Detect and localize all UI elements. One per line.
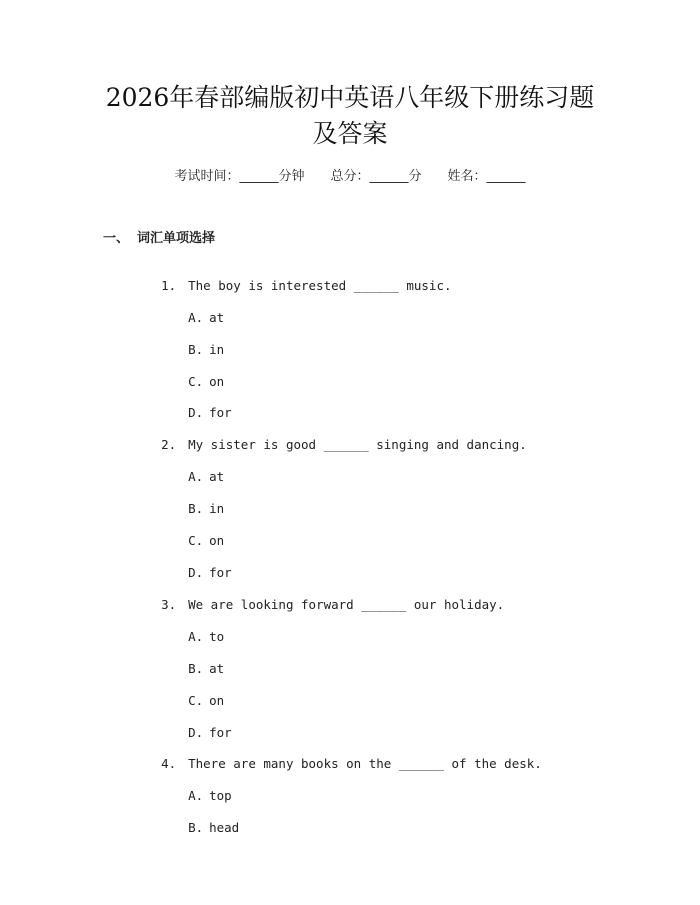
option-letter: D. [188, 725, 204, 740]
option-letter: A. [188, 788, 204, 803]
option-letter: D. [188, 405, 204, 420]
question-number: 2. [161, 437, 177, 452]
question-text: There are many books on the ______ of the desk. [188, 756, 542, 771]
option-text: for [209, 725, 232, 740]
option-letter: B. [188, 501, 204, 516]
option-text: at [209, 469, 225, 484]
option-text: head [209, 820, 240, 835]
exam-student-name: 姓名：______ [447, 169, 526, 184]
section-number: 一、 [103, 231, 130, 246]
option-letter: B. [188, 661, 204, 676]
exam-info [0, 168, 700, 186]
option-letter: C. [188, 374, 204, 389]
option-letter: D. [188, 565, 204, 580]
option-letter: C. [188, 533, 204, 548]
exam-time: 考试时间：______分钟 [174, 169, 305, 184]
question-text: The boy is interested ______ music. [188, 278, 452, 293]
option-text: on [209, 374, 225, 389]
question-number: 4. [161, 756, 177, 771]
option-letter: B. [188, 342, 204, 357]
option-letter: C. [188, 693, 204, 708]
question-number: 1. [161, 278, 177, 293]
option-letter: A. [188, 629, 204, 644]
question-text: We are looking forward ______ our holiday. [188, 597, 505, 612]
option-text: for [209, 565, 232, 580]
section-title: 词汇单项选择 [137, 231, 216, 246]
option-text: in [209, 342, 225, 357]
option-letter: B. [188, 820, 204, 835]
option-text: for [209, 405, 232, 420]
question-number: 3. [161, 597, 177, 612]
title-line-1: 2026年春部编版初中英语八年级下册练习题 [105, 83, 595, 112]
document-title [0, 80, 700, 152]
option-text: in [209, 501, 225, 516]
section-heading [103, 230, 215, 248]
question-4-option-b [158, 804, 239, 852]
option-text: at [209, 310, 225, 325]
option-letter: A. [188, 310, 204, 325]
option-letter: A. [188, 469, 204, 484]
option-text: on [209, 693, 225, 708]
option-text: on [209, 533, 225, 548]
option-text: at [209, 661, 225, 676]
title-line-2: 及答案 [312, 119, 388, 148]
option-text: top [209, 788, 232, 803]
option-text: to [209, 629, 225, 644]
question-text: My sister is good ______ singing and dancing. [188, 437, 527, 452]
exam-total-score: 总分：______分 [330, 169, 422, 184]
